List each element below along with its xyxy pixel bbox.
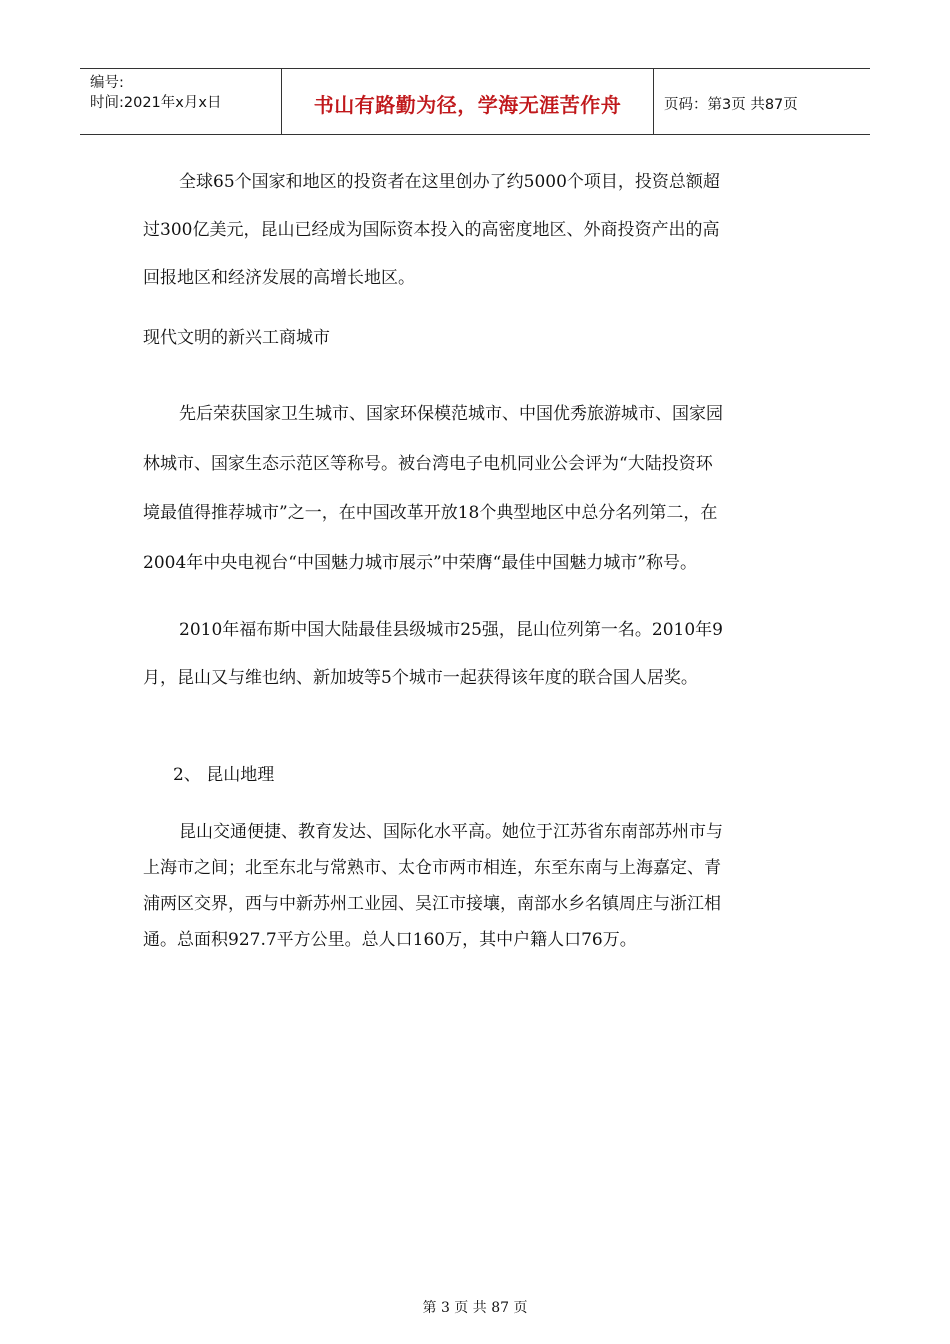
paragraph-line: 浦两区交界，西与中新苏州工业园、吴江市接壤，南部水乡名镇周庄与浙江相 [143,894,721,914]
paragraph-line: 全球65个国家和地区的投资者在这里创办了约5000个项目，投资总额超 [179,172,720,192]
paragraph-line: 林城市、国家生态示范区等称号。被台湾电子电机同业公会评为“大陆投资环 [143,453,713,474]
paragraph-honors [143,390,808,588]
heading-text: 现代文明的新兴工商城市 [143,328,330,348]
paragraph-awards [143,606,808,702]
header-motto: 书山有路勤为径，学海无涯苦作舟 [313,93,622,117]
paragraph-line: 境最值得推荐城市”之一，在中国改革开放18个典型地区中总分名列第二，在 [143,503,718,523]
footer-page-number: 第 3 页 共 87 页 [422,1300,528,1316]
paragraph-line: 通。总面积927.7平方公里。总人口160万，其中户籍人口76万。 [143,930,637,950]
section-heading-modern-city [143,323,808,353]
header-page-info-cell [654,69,870,134]
paragraph-line: 月，昆山又与维也纳、新加坡等5个城市一起获得该年度的联合国人居奖。 [143,668,698,688]
paragraph-investment [143,158,808,302]
paragraph-line: 2004年中央电视台“中国魅力城市展示”中荣膺“最佳中国魅力城市”称号。 [143,552,698,573]
paragraph-line: 昆山交通便捷、教育发达、国际化水平高。她位于江苏省东南部苏州市与 [179,822,723,842]
page-footer [0,1297,950,1317]
paragraph-line: 过300亿美元，昆山已经成为国际资本投入的高密度地区、外商投资产出的高 [143,220,720,240]
header-meta [80,69,282,134]
document-number-label: 编号: [90,75,124,91]
document-time-label: 时间:2021年x月x日 [90,95,222,111]
paragraph-geography [143,814,808,958]
header-page-info: 页码：第3页 共87页 [664,97,798,113]
header-motto-cell [282,69,654,134]
page-header [80,68,870,135]
paragraph-line: 上海市之间；北至东北与常熟市、太仓市两市相连，东至东南与上海嘉定、青 [143,858,721,878]
paragraph-line: 先后荣获国家卫生城市、国家环保模范城市、中国优秀旅游城市、国家园 [179,404,723,424]
section-heading-geography [143,760,808,790]
heading-text: 2、 昆山地理 [173,765,275,785]
paragraph-line: 回报地区和经济发展的高增长地区。 [143,268,415,288]
paragraph-line: 2010年福布斯中国大陆最佳县级城市25强，昆山位列第一名。2010年9 [179,620,723,640]
